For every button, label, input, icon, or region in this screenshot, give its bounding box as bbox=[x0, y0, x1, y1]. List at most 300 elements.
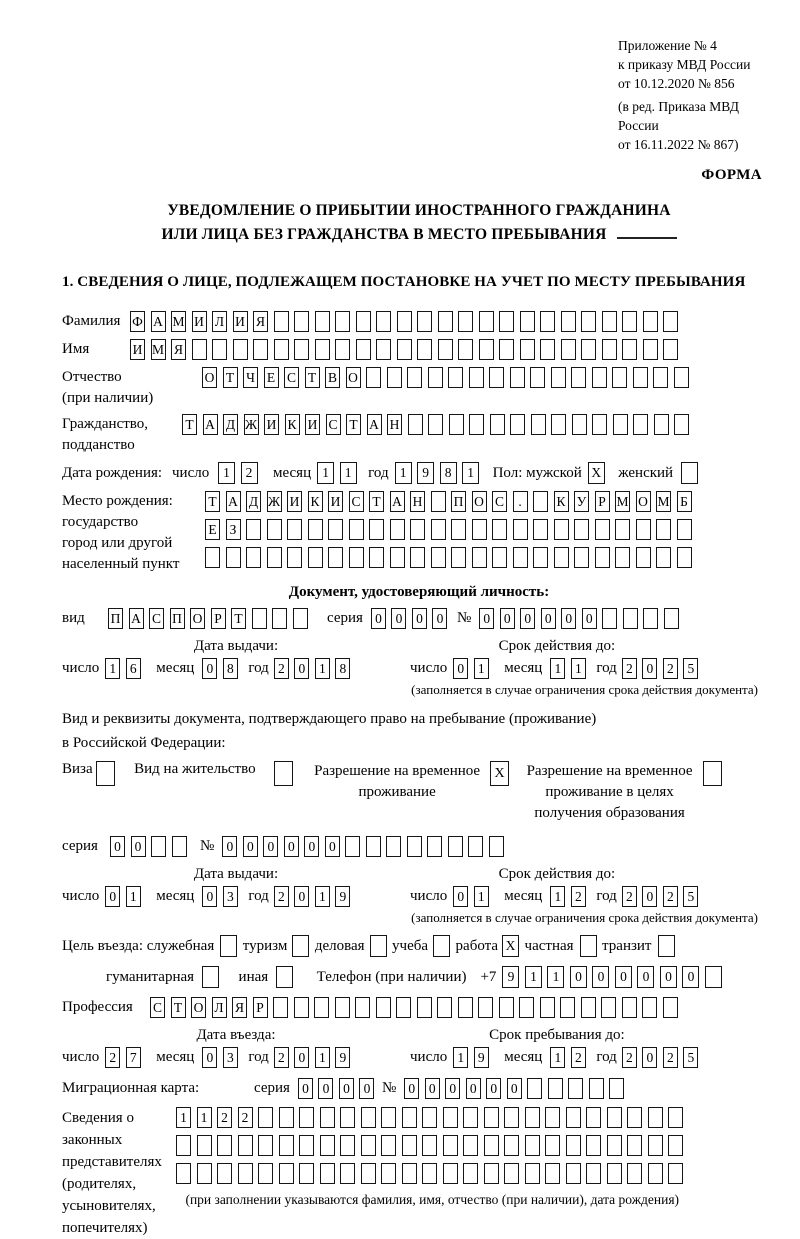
char-cell[interactable] bbox=[366, 836, 381, 857]
char-cell[interactable] bbox=[533, 547, 548, 568]
char-cell[interactable] bbox=[417, 311, 432, 332]
char-cell[interactable] bbox=[609, 1078, 624, 1099]
char-cell[interactable] bbox=[258, 1163, 273, 1184]
char-cell[interactable] bbox=[340, 1107, 355, 1128]
char-cell[interactable]: 0 bbox=[222, 836, 237, 857]
char-cell[interactable] bbox=[627, 1135, 642, 1156]
char-cell[interactable] bbox=[308, 519, 323, 540]
char-cell[interactable] bbox=[510, 414, 525, 435]
char-cell[interactable]: Н bbox=[387, 414, 402, 435]
char-cell[interactable] bbox=[463, 1163, 478, 1184]
char-cell[interactable]: 0 bbox=[486, 1078, 501, 1099]
char-cell[interactable]: 0 bbox=[592, 966, 609, 988]
char-cell[interactable] bbox=[601, 997, 616, 1018]
char-cell[interactable]: 9 bbox=[474, 1047, 489, 1068]
char-cell[interactable] bbox=[530, 367, 545, 388]
char-cell[interactable]: 8 bbox=[335, 658, 350, 679]
char-cell[interactable]: 0 bbox=[325, 836, 340, 857]
char-cell[interactable] bbox=[654, 414, 669, 435]
char-cell[interactable] bbox=[226, 547, 241, 568]
char-cell[interactable] bbox=[636, 519, 651, 540]
char-cell[interactable] bbox=[205, 547, 220, 568]
char-cell[interactable] bbox=[448, 836, 463, 857]
char-cell[interactable] bbox=[510, 367, 525, 388]
char-cell[interactable]: К bbox=[554, 491, 569, 512]
char-cell[interactable]: О bbox=[472, 491, 487, 512]
char-cell[interactable]: 1 bbox=[395, 462, 412, 484]
char-cell[interactable]: Е bbox=[264, 367, 279, 388]
char-cell[interactable]: С bbox=[349, 491, 364, 512]
char-cell[interactable] bbox=[612, 367, 627, 388]
char-cell[interactable] bbox=[410, 519, 425, 540]
char-cell[interactable] bbox=[656, 519, 671, 540]
char-cell[interactable] bbox=[274, 339, 289, 360]
char-cell[interactable]: 0 bbox=[294, 658, 309, 679]
char-cell[interactable]: И bbox=[328, 491, 343, 512]
char-cell[interactable] bbox=[668, 1135, 683, 1156]
char-cell[interactable] bbox=[96, 761, 115, 786]
char-cell[interactable] bbox=[627, 1107, 642, 1128]
char-cell[interactable]: 1 bbox=[474, 886, 489, 907]
char-cell[interactable] bbox=[407, 836, 422, 857]
char-cell[interactable] bbox=[484, 1107, 499, 1128]
char-cell[interactable]: И bbox=[287, 491, 302, 512]
char-cell[interactable] bbox=[560, 997, 575, 1018]
char-cell[interactable] bbox=[202, 966, 219, 988]
char-cell[interactable]: Т bbox=[205, 491, 220, 512]
char-cell[interactable]: З bbox=[226, 519, 241, 540]
char-cell[interactable]: 2 bbox=[241, 462, 258, 484]
char-cell[interactable] bbox=[233, 339, 248, 360]
char-cell[interactable] bbox=[658, 935, 675, 957]
char-cell[interactable] bbox=[276, 966, 293, 988]
char-cell[interactable] bbox=[568, 1078, 583, 1099]
char-cell[interactable] bbox=[513, 519, 528, 540]
char-cell[interactable] bbox=[636, 547, 651, 568]
char-cell[interactable] bbox=[287, 519, 302, 540]
char-cell[interactable] bbox=[246, 519, 261, 540]
char-cell[interactable]: Р bbox=[595, 491, 610, 512]
char-cell[interactable] bbox=[308, 547, 323, 568]
char-cell[interactable] bbox=[292, 935, 309, 957]
char-cell[interactable] bbox=[648, 1107, 663, 1128]
char-cell[interactable] bbox=[458, 997, 473, 1018]
char-cell[interactable] bbox=[381, 1163, 396, 1184]
char-cell[interactable] bbox=[369, 547, 384, 568]
char-cell[interactable] bbox=[469, 367, 484, 388]
char-cell[interactable] bbox=[253, 339, 268, 360]
char-cell[interactable]: Т bbox=[171, 997, 186, 1018]
char-cell[interactable]: А bbox=[390, 491, 405, 512]
char-cell[interactable] bbox=[335, 997, 350, 1018]
char-cell[interactable]: 0 bbox=[642, 886, 657, 907]
char-cell[interactable]: Р bbox=[211, 608, 226, 629]
char-cell[interactable]: 1 bbox=[340, 462, 357, 484]
char-cell[interactable] bbox=[397, 311, 412, 332]
char-cell[interactable] bbox=[274, 311, 289, 332]
char-cell[interactable]: 0 bbox=[453, 886, 468, 907]
char-cell[interactable]: Л bbox=[212, 997, 227, 1018]
char-cell[interactable] bbox=[648, 1163, 663, 1184]
char-cell[interactable]: П bbox=[170, 608, 185, 629]
char-cell[interactable] bbox=[642, 997, 657, 1018]
char-cell[interactable] bbox=[381, 1107, 396, 1128]
char-cell[interactable] bbox=[458, 339, 473, 360]
char-cell[interactable]: 0 bbox=[263, 836, 278, 857]
char-cell[interactable]: И bbox=[130, 339, 145, 360]
char-cell[interactable] bbox=[622, 997, 637, 1018]
char-cell[interactable]: А bbox=[129, 608, 144, 629]
char-cell[interactable] bbox=[258, 1107, 273, 1128]
char-cell[interactable] bbox=[648, 1135, 663, 1156]
char-cell[interactable]: О bbox=[202, 367, 217, 388]
char-cell[interactable]: 2 bbox=[663, 1047, 678, 1068]
char-cell[interactable] bbox=[653, 367, 668, 388]
char-cell[interactable]: И bbox=[233, 311, 248, 332]
char-cell[interactable] bbox=[586, 1163, 601, 1184]
char-cell[interactable] bbox=[499, 311, 514, 332]
char-cell[interactable] bbox=[472, 519, 487, 540]
char-cell[interactable] bbox=[390, 519, 405, 540]
char-cell[interactable]: 2 bbox=[274, 1047, 289, 1068]
char-cell[interactable]: 0 bbox=[202, 886, 217, 907]
char-cell[interactable]: 1 bbox=[317, 462, 334, 484]
char-cell[interactable] bbox=[361, 1135, 376, 1156]
char-cell[interactable]: Ф bbox=[130, 311, 145, 332]
char-cell[interactable]: У bbox=[574, 491, 589, 512]
char-cell[interactable] bbox=[340, 1163, 355, 1184]
char-cell[interactable]: М bbox=[151, 339, 166, 360]
char-cell[interactable]: 0 bbox=[520, 608, 535, 629]
char-cell[interactable]: 5 bbox=[683, 658, 698, 679]
char-cell[interactable] bbox=[438, 311, 453, 332]
char-cell[interactable] bbox=[370, 935, 387, 957]
char-cell[interactable] bbox=[520, 339, 535, 360]
char-cell[interactable] bbox=[349, 519, 364, 540]
char-cell[interactable]: 9 bbox=[417, 462, 434, 484]
char-cell[interactable] bbox=[443, 1107, 458, 1128]
char-cell[interactable]: 0 bbox=[500, 608, 515, 629]
char-cell[interactable]: 9 bbox=[335, 886, 350, 907]
char-cell[interactable]: 1 bbox=[474, 658, 489, 679]
char-cell[interactable] bbox=[314, 997, 329, 1018]
char-cell[interactable] bbox=[356, 311, 371, 332]
char-cell[interactable]: П bbox=[451, 491, 466, 512]
char-cell[interactable] bbox=[274, 761, 293, 786]
char-cell[interactable]: С bbox=[284, 367, 299, 388]
char-cell[interactable] bbox=[366, 367, 381, 388]
char-cell[interactable] bbox=[586, 1107, 601, 1128]
char-cell[interactable]: С bbox=[149, 608, 164, 629]
char-cell[interactable]: 2 bbox=[217, 1107, 232, 1128]
char-cell[interactable] bbox=[664, 608, 679, 629]
char-cell[interactable] bbox=[381, 1135, 396, 1156]
char-cell[interactable]: Ч bbox=[243, 367, 258, 388]
char-cell[interactable] bbox=[551, 414, 566, 435]
char-cell[interactable]: 8 bbox=[223, 658, 238, 679]
char-cell[interactable]: Т bbox=[182, 414, 197, 435]
char-cell[interactable] bbox=[607, 1135, 622, 1156]
char-cell[interactable]: 1 bbox=[218, 462, 235, 484]
char-cell[interactable] bbox=[197, 1163, 212, 1184]
char-cell[interactable] bbox=[458, 311, 473, 332]
char-cell[interactable]: 0 bbox=[432, 608, 447, 629]
char-cell[interactable] bbox=[589, 1078, 604, 1099]
char-cell[interactable]: 0 bbox=[541, 608, 556, 629]
char-cell[interactable] bbox=[273, 997, 288, 1018]
char-cell[interactable]: 1 bbox=[176, 1107, 191, 1128]
char-cell[interactable]: 1 bbox=[550, 886, 565, 907]
char-cell[interactable]: 0 bbox=[561, 608, 576, 629]
char-cell[interactable]: 0 bbox=[404, 1078, 419, 1099]
char-cell[interactable] bbox=[533, 519, 548, 540]
char-cell[interactable]: А bbox=[203, 414, 218, 435]
char-cell[interactable] bbox=[328, 547, 343, 568]
char-cell[interactable]: X bbox=[490, 761, 509, 786]
char-cell[interactable] bbox=[294, 339, 309, 360]
char-cell[interactable] bbox=[674, 367, 689, 388]
char-cell[interactable] bbox=[315, 339, 330, 360]
char-cell[interactable] bbox=[376, 339, 391, 360]
char-cell[interactable] bbox=[572, 414, 587, 435]
char-cell[interactable] bbox=[468, 836, 483, 857]
char-cell[interactable]: А bbox=[367, 414, 382, 435]
char-cell[interactable] bbox=[540, 339, 555, 360]
char-cell[interactable]: Ж bbox=[244, 414, 259, 435]
char-cell[interactable] bbox=[328, 519, 343, 540]
char-cell[interactable]: X bbox=[588, 462, 605, 484]
char-cell[interactable]: 2 bbox=[238, 1107, 253, 1128]
char-cell[interactable] bbox=[490, 414, 505, 435]
char-cell[interactable]: С bbox=[326, 414, 341, 435]
char-cell[interactable]: М bbox=[171, 311, 186, 332]
char-cell[interactable]: Р bbox=[253, 997, 268, 1018]
char-cell[interactable] bbox=[595, 547, 610, 568]
char-cell[interactable]: П bbox=[108, 608, 123, 629]
char-cell[interactable]: 0 bbox=[298, 1078, 313, 1099]
char-cell[interactable] bbox=[540, 997, 555, 1018]
char-cell[interactable]: 1 bbox=[550, 1047, 565, 1068]
char-cell[interactable]: 0 bbox=[371, 608, 386, 629]
char-cell[interactable]: 0 bbox=[318, 1078, 333, 1099]
char-cell[interactable] bbox=[369, 519, 384, 540]
char-cell[interactable]: 2 bbox=[274, 658, 289, 679]
char-cell[interactable]: К bbox=[285, 414, 300, 435]
char-cell[interactable]: 7 bbox=[126, 1047, 141, 1068]
char-cell[interactable] bbox=[320, 1135, 335, 1156]
char-cell[interactable] bbox=[479, 311, 494, 332]
char-cell[interactable] bbox=[548, 1078, 563, 1099]
char-cell[interactable] bbox=[197, 1135, 212, 1156]
char-cell[interactable]: 2 bbox=[571, 1047, 586, 1068]
char-cell[interactable] bbox=[376, 997, 391, 1018]
char-cell[interactable]: 0 bbox=[642, 658, 657, 679]
char-cell[interactable] bbox=[356, 339, 371, 360]
char-cell[interactable] bbox=[299, 1107, 314, 1128]
char-cell[interactable] bbox=[545, 1107, 560, 1128]
char-cell[interactable] bbox=[417, 997, 432, 1018]
char-cell[interactable] bbox=[427, 836, 442, 857]
char-cell[interactable] bbox=[566, 1163, 581, 1184]
char-cell[interactable]: 6 bbox=[126, 658, 141, 679]
char-cell[interactable]: Ж bbox=[267, 491, 282, 512]
char-cell[interactable]: Е bbox=[205, 519, 220, 540]
char-cell[interactable] bbox=[677, 519, 692, 540]
char-cell[interactable]: 0 bbox=[507, 1078, 522, 1099]
char-cell[interactable]: 2 bbox=[571, 886, 586, 907]
char-cell[interactable] bbox=[431, 491, 446, 512]
char-cell[interactable] bbox=[492, 547, 507, 568]
char-cell[interactable] bbox=[571, 367, 586, 388]
char-cell[interactable] bbox=[656, 547, 671, 568]
char-cell[interactable] bbox=[320, 1107, 335, 1128]
char-cell[interactable] bbox=[431, 547, 446, 568]
char-cell[interactable]: 5 bbox=[683, 886, 698, 907]
char-cell[interactable] bbox=[258, 1135, 273, 1156]
char-cell[interactable]: 0 bbox=[359, 1078, 374, 1099]
char-cell[interactable]: 0 bbox=[453, 658, 468, 679]
char-cell[interactable] bbox=[527, 1078, 542, 1099]
char-cell[interactable]: 0 bbox=[105, 886, 120, 907]
char-cell[interactable] bbox=[349, 547, 364, 568]
char-cell[interactable]: Т bbox=[231, 608, 246, 629]
char-cell[interactable] bbox=[663, 339, 678, 360]
char-cell[interactable] bbox=[402, 1163, 417, 1184]
char-cell[interactable] bbox=[299, 1163, 314, 1184]
char-cell[interactable] bbox=[417, 339, 432, 360]
char-cell[interactable]: 0 bbox=[243, 836, 258, 857]
char-cell[interactable] bbox=[252, 608, 267, 629]
char-cell[interactable] bbox=[217, 1163, 232, 1184]
char-cell[interactable]: 1 bbox=[462, 462, 479, 484]
char-cell[interactable] bbox=[361, 1107, 376, 1128]
char-cell[interactable]: Т bbox=[305, 367, 320, 388]
char-cell[interactable] bbox=[293, 608, 308, 629]
char-cell[interactable] bbox=[581, 311, 596, 332]
char-cell[interactable] bbox=[397, 339, 412, 360]
char-cell[interactable] bbox=[478, 997, 493, 1018]
char-cell[interactable] bbox=[279, 1135, 294, 1156]
char-cell[interactable] bbox=[443, 1163, 458, 1184]
char-cell[interactable] bbox=[402, 1135, 417, 1156]
char-cell[interactable] bbox=[643, 339, 658, 360]
char-cell[interactable]: И bbox=[264, 414, 279, 435]
char-cell[interactable]: 1 bbox=[453, 1047, 468, 1068]
char-cell[interactable] bbox=[663, 311, 678, 332]
char-cell[interactable]: 2 bbox=[105, 1047, 120, 1068]
char-cell[interactable] bbox=[376, 311, 391, 332]
char-cell[interactable] bbox=[315, 311, 330, 332]
char-cell[interactable] bbox=[176, 1135, 191, 1156]
char-cell[interactable] bbox=[428, 414, 443, 435]
char-cell[interactable] bbox=[566, 1135, 581, 1156]
char-cell[interactable] bbox=[479, 339, 494, 360]
char-cell[interactable] bbox=[622, 311, 637, 332]
char-cell[interactable] bbox=[574, 519, 589, 540]
char-cell[interactable] bbox=[246, 547, 261, 568]
char-cell[interactable] bbox=[402, 1107, 417, 1128]
char-cell[interactable] bbox=[602, 608, 617, 629]
char-cell[interactable] bbox=[279, 1107, 294, 1128]
char-cell[interactable] bbox=[484, 1135, 499, 1156]
char-cell[interactable]: 1 bbox=[571, 658, 586, 679]
char-cell[interactable]: X bbox=[502, 935, 519, 957]
char-cell[interactable]: Д bbox=[246, 491, 261, 512]
char-cell[interactable] bbox=[674, 414, 689, 435]
char-cell[interactable] bbox=[151, 836, 166, 857]
char-cell[interactable] bbox=[484, 1163, 499, 1184]
char-cell[interactable] bbox=[554, 519, 569, 540]
char-cell[interactable] bbox=[551, 367, 566, 388]
char-cell[interactable]: О bbox=[636, 491, 651, 512]
char-cell[interactable]: Т bbox=[223, 367, 238, 388]
char-cell[interactable] bbox=[540, 311, 555, 332]
char-cell[interactable] bbox=[525, 1107, 540, 1128]
char-cell[interactable] bbox=[386, 836, 401, 857]
char-cell[interactable]: М bbox=[615, 491, 630, 512]
char-cell[interactable] bbox=[448, 367, 463, 388]
char-cell[interactable]: 2 bbox=[663, 886, 678, 907]
char-cell[interactable]: 0 bbox=[412, 608, 427, 629]
char-cell[interactable] bbox=[607, 1163, 622, 1184]
char-cell[interactable]: О bbox=[191, 997, 206, 1018]
char-cell[interactable] bbox=[438, 339, 453, 360]
char-cell[interactable]: И bbox=[192, 311, 207, 332]
char-cell[interactable] bbox=[408, 414, 423, 435]
char-cell[interactable] bbox=[677, 547, 692, 568]
char-cell[interactable] bbox=[499, 339, 514, 360]
char-cell[interactable]: 2 bbox=[663, 658, 678, 679]
char-cell[interactable]: 0 bbox=[202, 658, 217, 679]
char-cell[interactable] bbox=[504, 1135, 519, 1156]
char-cell[interactable] bbox=[320, 1163, 335, 1184]
char-cell[interactable] bbox=[437, 997, 452, 1018]
char-cell[interactable] bbox=[279, 1163, 294, 1184]
char-cell[interactable]: О bbox=[346, 367, 361, 388]
char-cell[interactable]: К bbox=[308, 491, 323, 512]
char-cell[interactable]: О bbox=[190, 608, 205, 629]
char-cell[interactable]: . bbox=[513, 491, 528, 512]
char-cell[interactable] bbox=[422, 1135, 437, 1156]
char-cell[interactable]: 2 bbox=[622, 1047, 637, 1068]
char-cell[interactable] bbox=[489, 836, 504, 857]
char-cell[interactable] bbox=[463, 1135, 478, 1156]
char-cell[interactable] bbox=[335, 339, 350, 360]
char-cell[interactable] bbox=[622, 339, 637, 360]
char-cell[interactable] bbox=[545, 1163, 560, 1184]
char-cell[interactable] bbox=[705, 966, 722, 988]
char-cell[interactable]: Д bbox=[223, 414, 238, 435]
char-cell[interactable] bbox=[602, 339, 617, 360]
char-cell[interactable]: 8 bbox=[440, 462, 457, 484]
char-cell[interactable]: 1 bbox=[315, 658, 330, 679]
char-cell[interactable] bbox=[449, 414, 464, 435]
char-cell[interactable]: 0 bbox=[202, 1047, 217, 1068]
char-cell[interactable] bbox=[469, 414, 484, 435]
char-cell[interactable] bbox=[663, 997, 678, 1018]
char-cell[interactable] bbox=[592, 414, 607, 435]
char-cell[interactable] bbox=[361, 1163, 376, 1184]
char-cell[interactable] bbox=[533, 491, 548, 512]
char-cell[interactable] bbox=[220, 935, 237, 957]
char-cell[interactable] bbox=[267, 547, 282, 568]
char-cell[interactable] bbox=[615, 519, 630, 540]
char-cell[interactable] bbox=[299, 1135, 314, 1156]
char-cell[interactable] bbox=[574, 547, 589, 568]
char-cell[interactable] bbox=[643, 311, 658, 332]
char-cell[interactable] bbox=[607, 1107, 622, 1128]
char-cell[interactable] bbox=[433, 935, 450, 957]
